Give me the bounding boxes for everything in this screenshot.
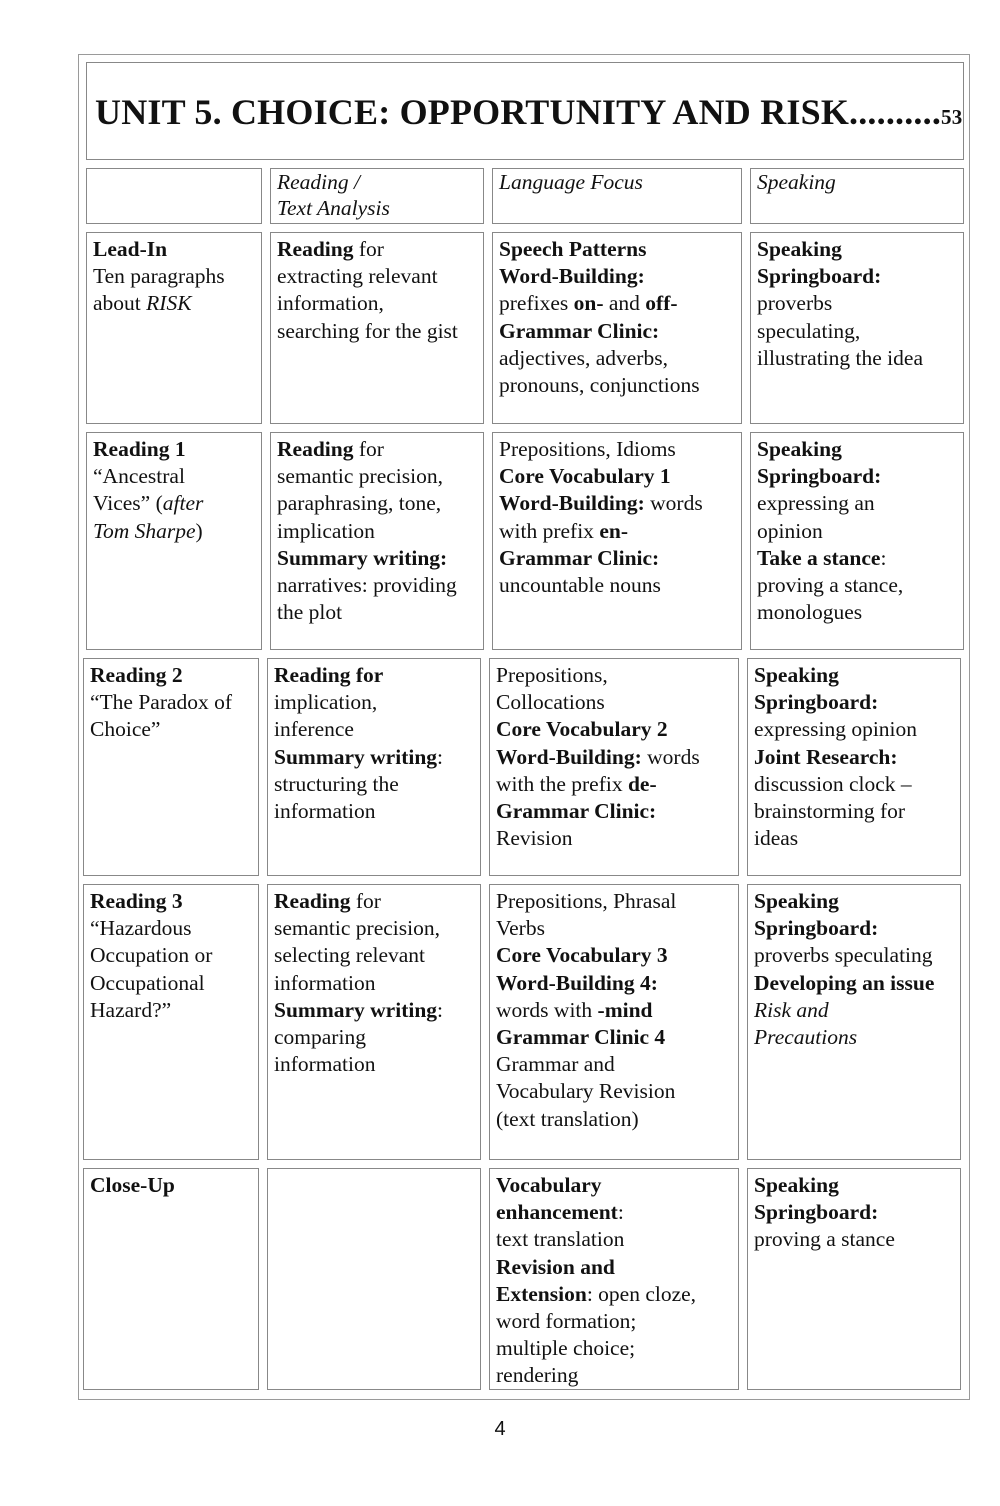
cell-line [277,490,477,517]
cell-line [93,290,255,317]
text-run: : [880,545,887,570]
language-cell [492,232,742,424]
cell-line [274,1024,474,1051]
unit-page-ref: 53 [941,105,963,129]
text-run: information [274,799,376,824]
text-run: implication, [274,690,378,715]
text-run: Collocations [496,690,605,715]
text-run: Summary writing [274,744,438,769]
text-run: Springboard: [757,464,882,489]
text-run: Core Vocabulary 1 [499,464,671,489]
cell-line [277,463,477,490]
header-language-label: Language Focus [499,170,643,194]
text-run: semantic precision, [274,916,440,941]
cell-line [496,662,732,689]
text-run: Vocabulary Revision [496,1079,676,1104]
text-run: Joint Research: [754,744,898,769]
cell-line [754,1199,954,1226]
text-run: after [162,491,204,516]
cell-line [757,236,957,263]
speaking-cell [750,232,964,424]
text-run: text translation [496,1227,625,1252]
text-run: Prepositions, Idioms [499,437,676,461]
text-run: Summary writing: [277,545,448,570]
text-run: enhancement [496,1200,618,1225]
cell-line [90,689,252,716]
language-cell [489,658,739,876]
cell-line [754,662,954,689]
text-run: Precautions [754,1025,858,1050]
header-reading [270,168,484,224]
header-reading-line-1: Reading / [277,170,360,194]
cell-line [277,290,477,317]
text-run: selecting relevant [274,943,426,968]
cell-line [274,1051,474,1078]
text-run: words [641,744,700,769]
cell-line [754,1172,954,1199]
text-run: Word-Building: [499,491,645,516]
reading-cell [267,1168,481,1390]
text-run: extracting relevant [277,264,438,289]
cell-line [499,463,735,490]
text-run: Prepositions, [496,663,608,687]
text-run: Springboard: [757,264,882,289]
cell-line [93,236,255,263]
text-run: Occupational [90,970,205,995]
text-run: “Hazardous [90,916,192,941]
unit-title-text: UNIT 5. CHOICE: OPPORTUNITY AND RISK.......... [95,92,942,132]
cell-line [754,997,954,1024]
text-run: Risk and [754,997,829,1022]
text-run: : [437,744,444,769]
cell-line [274,888,474,915]
cell-line [754,716,954,743]
header-reading-line-2: Text Analysis [277,196,390,220]
cell-line [93,263,255,290]
cell-line [754,689,954,716]
cell-line [496,1078,732,1105]
text-run: illustrating the idea [757,345,923,370]
text-run: discussion clock – [754,771,912,796]
text-run: expressing opinion [754,717,918,742]
cell-line [499,345,735,372]
text-run: proverbs speculating [754,943,933,968]
cell-line [754,771,954,798]
cell-line [93,463,255,490]
text-run: and [603,291,646,316]
text-run: de- [627,771,657,796]
cell-line [496,1024,732,1051]
cell-line [496,1335,732,1362]
text-run: Reading for [274,663,384,687]
text-run: narratives: providing [277,573,457,598]
text-run: information [274,1052,376,1077]
text-run: Reading [277,437,354,461]
unit-title [95,91,962,133]
text-run: Word-Building 4: [496,970,658,995]
text-run: proverbs [757,291,833,316]
text-run: “Ancestral [93,464,185,489]
header-speaking-label: Speaking [757,170,836,194]
text-run: Revision and [496,1254,615,1279]
speaking-cell [747,884,961,1160]
text-run: adjectives, adverbs, [499,345,668,370]
cell-line [757,572,957,599]
cell-line [499,436,735,463]
cell-line [496,689,732,716]
cell-line [274,716,474,743]
unit-title-box [86,62,964,160]
cell-line [90,716,252,743]
cell-line [496,942,732,969]
text-run: words [644,491,703,516]
text-run: Core Vocabulary 3 [496,943,668,968]
text-run: Word-Building: [499,264,645,289]
text-run: about [93,291,147,316]
text-run: “The Paradox of [90,690,233,715]
cell-line [499,290,735,317]
cell-line [496,970,732,997]
cell-line [277,263,477,290]
text-run: structuring the [274,771,399,796]
text-run: expressing an [757,491,875,516]
text-run: Grammar Clinic: [499,545,660,570]
text-run: Speaking [757,237,842,261]
cell-line [754,888,954,915]
text-run: Vocabulary [496,1173,602,1197]
cell-line [274,942,474,969]
text-run: proving a stance, [757,573,904,598]
text-run: Reading 2 [90,663,183,687]
cell-line [757,545,957,572]
cell-line [93,490,255,517]
reading-cell [267,658,481,876]
text-run: multiple choice; [496,1336,636,1361]
cell-line [496,1281,732,1308]
cell-line [274,662,474,689]
cell-line [496,1106,732,1133]
text-run: Springboard: [754,690,879,715]
text-run: off- [645,291,678,316]
section-cell [83,658,259,876]
section-cell [86,432,262,650]
text-run: Ten paragraphs [93,264,225,289]
text-run: information, [277,291,384,316]
text-run: Core Vocabulary 2 [496,717,668,742]
section-cell [86,232,262,424]
text-run: : [617,1200,624,1225]
text-run: Speech Patterns [499,237,647,261]
text-run: brainstorming for [754,799,906,824]
cell-line [496,744,732,771]
text-run: Lead-In [93,237,168,261]
text-run: for [353,437,384,461]
cell-line [757,345,957,372]
cell-line [274,744,474,771]
cell-line [754,825,954,852]
cell-line [277,318,477,345]
section-cell [83,1168,259,1390]
language-cell [492,432,742,650]
cell-line [496,798,732,825]
text-run: Grammar Clinic: [496,799,657,824]
text-run: Word-Building: [496,744,642,769]
cell-line [93,518,255,545]
cell-line [90,888,252,915]
text-run: Revision [496,826,573,851]
cell-line [499,318,735,345]
cell-line [496,1051,732,1078]
cell-line [757,318,957,345]
cell-line [90,915,252,942]
cell-line [274,798,474,825]
text-run: paraphrasing, tone, [277,491,442,516]
cell-line [277,572,477,599]
text-run: Close-Up [90,1173,175,1197]
text-run: Extension [496,1281,587,1306]
cell-line [499,263,735,290]
cell-line [496,888,732,915]
text-run: implication [277,518,375,543]
cell-line [496,1308,732,1335]
cell-line [499,490,735,517]
text-run: Grammar and [496,1052,615,1077]
text-run: monologues [757,600,863,625]
cell-line [757,490,957,517]
cell-line [496,997,732,1024]
text-run: searching for the gist [277,318,458,343]
cell-line [90,662,252,689]
cell-line [754,942,954,969]
language-cell [489,884,739,1160]
cell-line [496,1199,732,1226]
cell-line [496,1172,732,1199]
text-run: rendering [496,1363,579,1388]
text-run: uncountable nouns [499,573,661,598]
text-run: Speaking [754,663,839,687]
language-cell [489,1168,739,1390]
cell-line [499,572,735,599]
text-run: Prepositions, Phrasal [496,889,677,913]
text-run: Springboard: [754,1200,879,1225]
cell-line [757,463,957,490]
text-run: opinion [757,518,823,543]
cell-line [496,771,732,798]
text-run: information [274,970,376,995]
cell-line [90,942,252,969]
cell-line [274,997,474,1024]
text-run: Grammar Clinic 4 [496,1025,666,1050]
cell-line [274,771,474,798]
text-run: Reading [274,889,351,913]
cell-line [754,1226,954,1253]
cell-line [277,545,477,572]
text-run: (text translation) [496,1106,639,1131]
text-run: Reading 3 [90,889,183,913]
text-run: Take a stance [757,545,881,570]
text-run: -mind [597,997,653,1022]
text-run: proving a stance [754,1227,895,1252]
text-run: Speaking [754,889,839,913]
cell-line [90,997,252,1024]
cell-line [499,545,735,572]
header-language [492,168,742,224]
header-speaking [750,168,964,224]
text-run: Choice” [90,717,161,742]
text-run: Speaking [754,1173,839,1197]
text-run: speculating, [757,318,861,343]
text-run: on- [573,291,604,316]
reading-cell [270,432,484,650]
text-run: Reading [277,237,354,261]
text-run: semantic precision, [277,464,443,489]
text-run: comparing [274,1025,366,1050]
cell-line [754,915,954,942]
text-run: prefixes [499,291,574,316]
cell-line [277,236,477,263]
text-run: Reading 1 [93,437,186,461]
text-run: Occupation or [90,943,213,968]
cell-line [757,518,957,545]
cell-line [754,798,954,825]
cell-line [496,1226,732,1253]
text-run: : [437,997,444,1022]
cell-line [274,970,474,997]
cell-line [754,970,954,997]
cell-line [277,518,477,545]
cell-line [496,825,732,852]
text-run: words with [496,997,598,1022]
cell-line [754,744,954,771]
text-run: RISK [146,291,192,316]
text-run: pronouns, conjunctions [499,373,700,398]
cell-line [496,1362,732,1389]
text-run: the plot [277,600,343,625]
text-run: Hazard?” [90,997,172,1022]
reading-cell [270,232,484,424]
cell-line [277,599,477,626]
text-run: word formation; [496,1309,637,1334]
text-run: with the prefix [496,771,628,796]
cell-line [274,689,474,716]
cell-line [496,1254,732,1281]
text-run: Speaking [757,437,842,461]
text-run: ideas [754,826,799,851]
section-cell [83,884,259,1160]
text-run: Verbs [496,916,545,941]
text-run: for [353,237,384,261]
header-blank [86,168,262,224]
text-run: Summary writing [274,997,438,1022]
cell-line [757,263,957,290]
cell-line [90,1172,252,1199]
cell-line [499,372,735,399]
text-run: : open cloze, [586,1281,697,1306]
text-run: Grammar Clinic: [499,318,660,343]
cell-line [757,290,957,317]
speaking-cell [747,658,961,876]
text-run: ) [195,518,203,543]
text-run: with prefix [499,518,600,543]
text-run: en- [599,518,628,543]
text-run: Vices” ( [93,491,163,516]
cell-line [499,236,735,263]
cell-line [499,518,735,545]
cell-line [496,716,732,743]
text-run: for [350,889,381,913]
cell-line [757,436,957,463]
cell-line [90,970,252,997]
cell-line [496,915,732,942]
reading-cell [267,884,481,1160]
cell-line [757,599,957,626]
speaking-cell [747,1168,961,1390]
cell-line [754,1024,954,1051]
cell-line [274,915,474,942]
speaking-cell [750,432,964,650]
cell-line [93,436,255,463]
page-number: 4 [494,1418,506,1440]
text-run: inference [274,717,354,742]
text-run: Developing an issue [754,970,935,995]
text-run: Springboard: [754,916,879,941]
cell-line [277,436,477,463]
text-run: Tom Sharpe [93,518,196,543]
